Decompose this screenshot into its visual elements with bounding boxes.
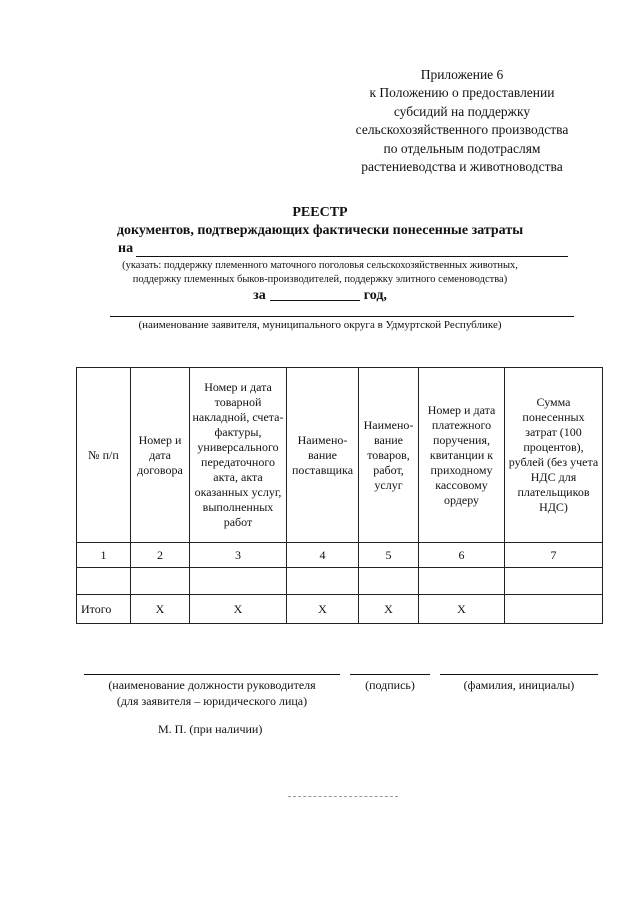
table-cell[interactable] xyxy=(190,568,287,595)
support-type-field-line xyxy=(136,256,568,257)
total-row xyxy=(77,595,603,624)
position-field-line xyxy=(84,674,340,675)
support-type-hint-1: (указать: поддержку племенного маточного поголовья сельскохозяйственных животных, xyxy=(122,260,518,271)
applicant-field-line xyxy=(110,316,574,317)
za-label: за xyxy=(253,288,266,303)
year-field-line xyxy=(270,288,360,301)
appendix-line: по отдельным подотраслям xyxy=(383,140,541,156)
table-cell[interactable] xyxy=(505,568,603,595)
table-cell[interactable] xyxy=(419,568,505,595)
appendix-line: к Положению о предоставлении xyxy=(369,85,555,101)
name-field-line xyxy=(440,674,598,675)
na-label: на xyxy=(118,241,134,256)
header-cell: Номер и дата договора xyxy=(131,368,190,543)
register-table xyxy=(76,367,603,624)
total-cell: Х xyxy=(419,595,505,624)
table-row xyxy=(77,568,603,595)
column-number: 6 xyxy=(419,543,505,568)
appendix-header xyxy=(332,66,592,176)
column-number: 5 xyxy=(359,543,419,568)
header-cell: Наимено-вание товаров, работ, услуг xyxy=(359,368,419,543)
signature-caption: (подпись) xyxy=(365,678,415,692)
name-caption: (фамилия, инициалы) xyxy=(463,678,575,692)
total-amount-cell[interactable] xyxy=(505,595,603,624)
header-cell: № п/п xyxy=(77,368,131,543)
scan-artifact-mark xyxy=(288,796,398,797)
appendix-line: сельскохозяйственного производства xyxy=(355,122,569,138)
table-cell[interactable] xyxy=(77,568,131,595)
god-label: год, xyxy=(363,288,387,303)
appendix-line: субсидий на поддержку xyxy=(393,103,531,119)
header-cell: Наимено-вание поставщика xyxy=(287,368,359,543)
total-label: Итого xyxy=(77,595,131,624)
year-row xyxy=(0,288,640,304)
table-cell[interactable] xyxy=(359,568,419,595)
applicant-caption: (наименование заявителя, муниципального округа в Удмуртской Республике) xyxy=(138,319,502,331)
table-cell[interactable] xyxy=(131,568,190,595)
table-cell[interactable] xyxy=(287,568,359,595)
position-caption-1: (наименование должности руководителя xyxy=(108,678,316,692)
header-cell: Номер и дата платежного поручения, квитанции к приходному кассовому ордеру xyxy=(419,368,505,543)
column-number: 7 xyxy=(505,543,603,568)
signature-field-line xyxy=(350,674,430,675)
column-number-row xyxy=(77,543,603,568)
column-number: 4 xyxy=(287,543,359,568)
total-cell: Х xyxy=(359,595,419,624)
stamp-note: М. П. (при наличии) xyxy=(158,722,263,736)
appendix-line: Приложение 6 xyxy=(420,67,504,82)
document-subtitle: документов, подтверждающих фактически понесенные затраты xyxy=(116,223,524,238)
column-number: 3 xyxy=(190,543,287,568)
total-cell: Х xyxy=(131,595,190,624)
appendix-line: растениеводства и животноводства xyxy=(361,159,563,175)
total-cell: Х xyxy=(190,595,287,624)
header-cell: Сумма понесенных затрат (100 процентов), рублей (без учета НДС для плательщиков НДС) xyxy=(505,368,603,543)
table-header-row xyxy=(77,368,603,543)
total-cell: Х xyxy=(287,595,359,624)
column-number: 1 xyxy=(77,543,131,568)
header-cell: Номер и дата товарной накладной, счета-фактуры, универсального передаточного акта, акта оказанных услуг, выполненных работ xyxy=(190,368,287,543)
position-caption-2: (для заявителя – юридического лица) xyxy=(116,694,308,708)
column-number: 2 xyxy=(131,543,190,568)
document-title: РЕЕСТР xyxy=(292,205,348,220)
support-type-hint-2: поддержку племенных быков-производителей, поддержку элитного семеноводства) xyxy=(132,274,508,285)
